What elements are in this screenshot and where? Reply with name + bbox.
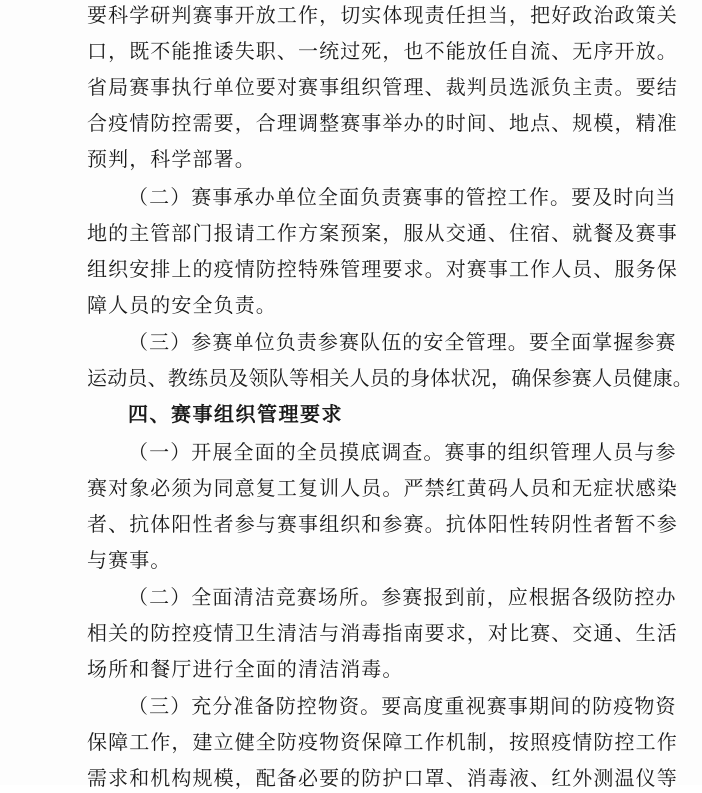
- body-text-line: 合疫情防控需要，合理调整赛事举办的时间、地点、规模，精准: [87, 111, 678, 135]
- body-text-line: 相关的防控疫情卫生清洁与消毒指南要求，对比赛、交通、生活: [87, 621, 678, 645]
- section-heading: 四、赛事组织管理要求: [128, 402, 343, 426]
- paragraph-first-line: （三）参赛单位负责参赛队伍的安全管理。要全面掌握参赛: [128, 330, 677, 354]
- body-text-line: 组织安排上的疫情防控特殊管理要求。对赛事工作人员、服务保: [87, 257, 678, 281]
- body-text-line: 与赛事。: [87, 548, 172, 572]
- paragraph-first-line: （三）充分准备防控物资。要高度重视赛事期间的防疫物资: [128, 694, 677, 718]
- body-text-line: 者、抗体阳性者参与赛事组织和参赛。抗体阳性转阴性者暂不参: [87, 512, 678, 536]
- body-text-line: 赛对象必须为同意复工复训人员。严禁红黄码人员和无症状感染: [87, 476, 678, 500]
- body-text-line: 场所和餐厅进行全面的清洁消毒。: [87, 657, 404, 681]
- paragraph-first-line: （一）开展全面的全员摸底调查。赛事的组织管理人员与参: [128, 440, 677, 464]
- body-text-line: 运动员、教练员及领队等相关人员的身体状况，确保参赛人员健康。: [87, 366, 693, 390]
- body-text-line: 需求和机构规模，配备必要的防护口罩、消毒液、红外测温仪等: [87, 766, 678, 790]
- body-text-line: 预判，科学部署。: [87, 147, 256, 171]
- body-text-line: 保障工作，建立健全防疫物资保障工作机制，按照疫情防控工作: [87, 730, 678, 754]
- body-text-line: 省局赛事执行单位要对赛事组织管理、裁判员选派负主责。要结: [87, 75, 678, 99]
- paragraph-first-line: （二）赛事承办单位全面负责赛事的管控工作。要及时向当: [128, 185, 677, 209]
- body-text-line: 口，既不能推诿失职、一统过死，也不能放任自流、无序开放。: [87, 39, 678, 63]
- body-text-line: 地的主管部门报请工作方案预案，服从交通、住宿、就餐及赛事: [87, 221, 678, 245]
- paragraph-first-line: （二）全面清洁竞赛场所。参赛报到前，应根据各级防控办: [128, 585, 677, 609]
- body-text-line: 障人员的安全负责。: [87, 293, 277, 317]
- body-text-line: 要科学研判赛事开放工作，切实体现责任担当，把好政治政策关: [87, 3, 678, 27]
